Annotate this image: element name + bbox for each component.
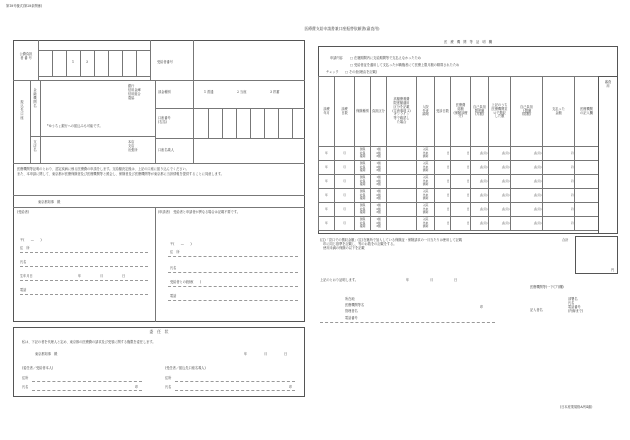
hdr-receipt: 受診日数 xyxy=(435,77,451,147)
delegation-name-r: 氏名 xyxy=(165,385,172,389)
row-receipt[interactable]: 日 xyxy=(435,147,451,161)
row-hospital-pay[interactable]: 点(円) xyxy=(489,217,511,231)
delegation-seal-l: 印 xyxy=(135,385,139,389)
row-in-out[interactable]: 入院 外来 調剤 xyxy=(417,175,435,189)
row-month[interactable]: 年 xyxy=(319,217,335,231)
branch-label: 支 店 名 xyxy=(33,140,37,152)
row-paid[interactable]: 円 xyxy=(543,189,575,203)
hdr-in-out: 入院 外来 調剤 xyxy=(417,77,435,147)
row-month[interactable]: 年 xyxy=(319,203,335,217)
recorder-label: 記入者名 xyxy=(530,308,543,312)
delegation-name-l: 氏名 xyxy=(22,385,29,389)
row-paid[interactable]: 円 xyxy=(543,203,575,217)
relation-label: 受給者との続柄( ) xyxy=(170,280,202,284)
row-limit[interactable]: 点(円) xyxy=(471,189,489,203)
row-days[interactable]: 月 xyxy=(335,175,355,189)
row-copay[interactable]: 点(円) xyxy=(511,161,543,175)
phone-label: 電話 xyxy=(20,288,27,292)
row-high-cost[interactable] xyxy=(387,175,417,189)
hdr-paid: 支払った 金額 xyxy=(543,77,575,147)
phone-label-right: 電話番号 xyxy=(345,316,358,320)
row-in-out[interactable]: 入院 外来 調剤 xyxy=(417,203,435,217)
table-row xyxy=(319,189,599,203)
row-in-out[interactable]: 入院 外来 調剤 xyxy=(417,217,435,231)
row-month[interactable]: 年 xyxy=(319,175,335,189)
row-stamp[interactable] xyxy=(575,175,599,189)
delegation-frame xyxy=(13,327,305,397)
certify-text: 上記のとおり証明します。 xyxy=(320,278,358,282)
delegation-day: 日 xyxy=(284,352,288,356)
postal-mark: 〒( — ) xyxy=(20,238,42,242)
row-copay[interactable]: 点(円) xyxy=(511,189,543,203)
birth-label: 生年月日 xyxy=(20,274,33,278)
row-high-cost[interactable] xyxy=(387,147,417,161)
governor-label: 東京都知事 殿 xyxy=(38,200,61,204)
row-burden[interactable]: 1割 2割 3割 xyxy=(371,203,387,217)
row-paid[interactable]: 円 xyxy=(543,147,575,161)
row-medical-cost[interactable]: 日 xyxy=(451,203,471,217)
bank-types: 銀行 信用金庫 信用組合 農協 xyxy=(128,84,141,100)
acct-type-3[interactable]: 3 貯蓄 xyxy=(270,90,280,94)
row-stamp[interactable] xyxy=(575,147,599,161)
row-days[interactable]: 月 xyxy=(335,147,355,161)
table-row xyxy=(319,147,599,161)
delegation-left-party: (委任者／受給者本人) xyxy=(22,366,54,370)
kouhi-label: 公費負担 者 番 号 xyxy=(19,52,33,60)
hdr-stamp: 医療機関 の記入欄 xyxy=(575,77,599,147)
table-row xyxy=(319,203,599,217)
stamp-column-label: 審査 用 xyxy=(604,80,612,88)
row-month[interactable]: 年 xyxy=(319,147,335,161)
option-1[interactable]: □ 在籍期間内に支給期間等で支払えなかったため xyxy=(350,56,421,60)
hdr-month: 診療 年月 xyxy=(319,77,335,147)
yucho-note: *ゆうちょ銀行への振込みも可能です。 xyxy=(47,124,103,128)
row-receipt[interactable]: 日 xyxy=(435,189,451,203)
phone2-label: 電話 xyxy=(170,294,177,298)
right-section-title: 医 療 機 関 等 証 明 欄 xyxy=(444,40,492,44)
birth-year-unit: 年 xyxy=(78,274,82,278)
row-receipt[interactable]: 日 xyxy=(435,203,451,217)
row-receipt[interactable]: 日 xyxy=(435,175,451,189)
branch-types: 本店 支店 出張所 xyxy=(128,140,138,152)
row-insurance[interactable]: 国保 社保 後期 xyxy=(355,161,371,175)
delegation-text: 私は、下記の者を代理人と定め、東京都の医療費の請求及び受領に関する権限を委任します。 xyxy=(22,340,156,344)
institution-section: 医療機関等(一下(ア)欄) xyxy=(530,285,564,289)
row-paid[interactable]: 円 xyxy=(543,175,575,189)
row-month[interactable]: 年 xyxy=(319,161,335,175)
birth-month-unit: 月 xyxy=(100,274,104,278)
row-stamp[interactable] xyxy=(575,217,599,231)
row-insurance[interactable]: 国保 社保 後期 xyxy=(355,175,371,189)
applicant2-label: (申請者) 受給者と申請者が異なる場合は記載不要です。 xyxy=(158,210,240,214)
bu-label: 部金種別 xyxy=(158,90,171,94)
row-high-cost[interactable] xyxy=(387,189,417,203)
certify-day: 日 xyxy=(454,278,458,282)
postal-mark-2: 〒( — ) xyxy=(170,242,192,246)
row-in-out[interactable]: 入院 外来 調剤 xyxy=(417,189,435,203)
birth-day-unit: 日 xyxy=(122,274,126,278)
hdr-insurance: 保険種別 xyxy=(355,77,371,147)
inst-name-label: 医療機関等名 xyxy=(345,303,365,307)
row-hospital-pay[interactable]: 点(円) xyxy=(489,175,511,189)
delegation-seal-r: 印 xyxy=(289,385,293,389)
row-stamp[interactable] xyxy=(575,203,599,217)
row-limit[interactable]: 点(円) xyxy=(471,217,489,231)
row-medical-cost[interactable]: 日 xyxy=(451,161,471,175)
row-month[interactable]: 年 xyxy=(319,189,335,203)
row-days[interactable]: 月 xyxy=(335,189,355,203)
row-paid[interactable]: 円 xyxy=(543,161,575,175)
option-3[interactable]: □ その他(理由を記載) xyxy=(345,70,378,74)
sum-yen: 円 xyxy=(611,268,615,272)
row-in-out[interactable]: 入院 外来 調剤 xyxy=(417,161,435,175)
delegation-right-party: (受任者／振込先口座名義人) xyxy=(165,366,206,370)
option-2[interactable]: □ 受給者証を適用して支払ったが職権者にて医療上限月額の精算されたため xyxy=(350,63,460,67)
row-insurance[interactable]: 国保 社保 後期 xyxy=(355,203,371,217)
hdr-hospital-pay: 上記のうち 医療機関窓 ロで徴収 した額 xyxy=(489,77,511,147)
name-label: 氏名 xyxy=(20,260,27,264)
row-days[interactable]: 月 xyxy=(335,161,355,175)
delegation-year: 年 xyxy=(244,352,248,356)
row-burden[interactable]: 1割 2割 3割 xyxy=(371,217,387,231)
bank-name-label: 金 融 機 関 名 xyxy=(33,88,37,108)
row-hospital-pay[interactable]: 点(円) xyxy=(489,147,511,161)
certification-table xyxy=(318,76,599,231)
row-hospital-pay[interactable]: 点(円) xyxy=(489,203,511,217)
table-row xyxy=(319,175,599,189)
row-burden[interactable]: 1割 2割 3割 xyxy=(371,189,387,203)
stamp-column xyxy=(598,76,618,234)
row-hospital-pay[interactable]: 点(円) xyxy=(489,161,511,175)
row-burden[interactable]: 1割 2割 3割 xyxy=(371,147,387,161)
delegation-governor: 東京都知事 殿 xyxy=(35,352,58,356)
row-stamp[interactable] xyxy=(575,189,599,203)
row-limit[interactable]: 点(円) xyxy=(471,161,489,175)
row-medical-cost[interactable]: 日 xyxy=(451,175,471,189)
row-limit[interactable]: 点(円) xyxy=(471,147,489,161)
check-label: チェック xyxy=(326,70,339,74)
jukyu-label: 受給者番号 xyxy=(157,60,173,64)
row-paid[interactable]: 円 xyxy=(543,217,575,231)
notice-text: 医療機関等証明のとおり、認定疾病に係る医療費の申請をします。支給額決定後は、上記の口座に振り込んでください。 また、本申請に関して、東京都が医療保険者及び医療機関等と照会し、保険者及び医療機関等が東京都に当該情報を提供することに同意します。 xyxy=(17,167,224,176)
meigi-label: 口座名義人 xyxy=(158,148,174,152)
hdr-burden: 負担区分 xyxy=(371,77,387,147)
row-insurance[interactable]: 国保 社保 後期 xyxy=(355,189,371,203)
row-copay[interactable]: 点(円) xyxy=(511,175,543,189)
row-days[interactable]: 月 xyxy=(335,217,355,231)
app-period-label: 申請内容 xyxy=(330,56,343,60)
location-label: 所在地 xyxy=(345,297,355,301)
address-label: 住 所 xyxy=(20,246,30,250)
row-burden[interactable]: 1割 2割 3割 xyxy=(371,175,387,189)
table-row xyxy=(319,161,599,175)
row-burden[interactable]: 1割 2割 3割 xyxy=(371,161,387,175)
row-insurance[interactable]: 国保 社保 後期 xyxy=(355,217,371,231)
row-copay[interactable]: 点(円) xyxy=(511,217,543,231)
row-high-cost[interactable] xyxy=(387,203,417,217)
delegation-address-r: 住所 xyxy=(165,376,172,380)
row-insurance[interactable]: 国保 社保 後期 xyxy=(355,147,371,161)
row-medical-cost[interactable]: 日 xyxy=(451,147,471,161)
delegation-title: 委 任 状 xyxy=(149,329,169,334)
row-copay[interactable]: 点(円) xyxy=(511,147,543,161)
certify-month: 月 xyxy=(430,278,434,282)
row-receipt[interactable]: 日 xyxy=(435,161,451,175)
row-days[interactable]: 月 xyxy=(335,203,355,217)
furikomi-label: 振 込 先 口 座 xyxy=(20,100,24,120)
dept-label: 部署名 氏名 電話番号 (内線まで) xyxy=(568,297,584,313)
row-limit[interactable]: 点(円) xyxy=(471,203,489,217)
certify-year: 年 xyxy=(406,278,410,282)
row-copay[interactable]: 点(円) xyxy=(511,203,543,217)
footer-note: (日本産業規格A列4番) xyxy=(560,405,593,409)
sum-label: 合計 xyxy=(562,238,569,242)
inst-seal: 印 xyxy=(480,305,484,309)
kouhi-digit-2: 3 xyxy=(85,60,89,64)
acct-type-2[interactable]: 2 当座 xyxy=(237,90,247,94)
name2-label: 氏名 xyxy=(170,266,177,270)
applicant-label: (受給者) xyxy=(17,210,30,214)
row-medical-cost[interactable]: 日 xyxy=(451,189,471,203)
row-receipt[interactable]: 日 xyxy=(435,217,451,231)
account-no-label: 口座番号 (右詰) xyxy=(158,116,171,124)
hdr-copay: 自己負担 上限額 (総額) xyxy=(511,77,543,147)
hdr-medical-cost: 医療費 総額 (保険診療 分) xyxy=(451,77,471,147)
kouhi-digit-1: 1 xyxy=(71,60,75,64)
form-number: 第18号様式(第28条関係) xyxy=(6,4,43,8)
acct-type-1[interactable]: 1 普通 xyxy=(204,90,214,94)
hdr-days: 診療 日数 xyxy=(335,77,355,147)
form-title: 医療費支給申請書兼口座振替依頼書(審査用) xyxy=(304,26,380,31)
row-stamp[interactable] xyxy=(575,161,599,175)
address2-label: 住 所 xyxy=(170,250,180,254)
hdr-high-cost: 高額療養費 限度額適用 区分を記載 (注意事項 2) オンライン 等で確認し た場合 xyxy=(387,77,417,147)
row-high-cost[interactable] xyxy=(387,161,417,175)
row-hospital-pay[interactable]: 点(円) xyxy=(489,189,511,203)
row-limit[interactable]: 点(円) xyxy=(471,175,489,189)
row-high-cost[interactable] xyxy=(387,217,417,231)
table-row xyxy=(319,217,599,231)
manager-label: 管理者名 xyxy=(345,309,358,313)
hdr-limit: 自己負担 限度額 (月額) xyxy=(471,77,489,147)
bottom-note: (注)「窓口での徴収金額」(注)在籍所で加入している保険証・保険請求の一月当たりは使用して記載 印に同じ基準を記載し、等のお数をの記載をする。 使用未満の保険の以下を記載 xyxy=(320,238,463,250)
row-medical-cost[interactable]: 日 xyxy=(451,217,471,231)
delegation-month: 月 xyxy=(264,352,268,356)
delegation-address-l: 住所 xyxy=(22,376,29,380)
row-in-out[interactable]: 入院 外来 調剤 xyxy=(417,147,435,161)
